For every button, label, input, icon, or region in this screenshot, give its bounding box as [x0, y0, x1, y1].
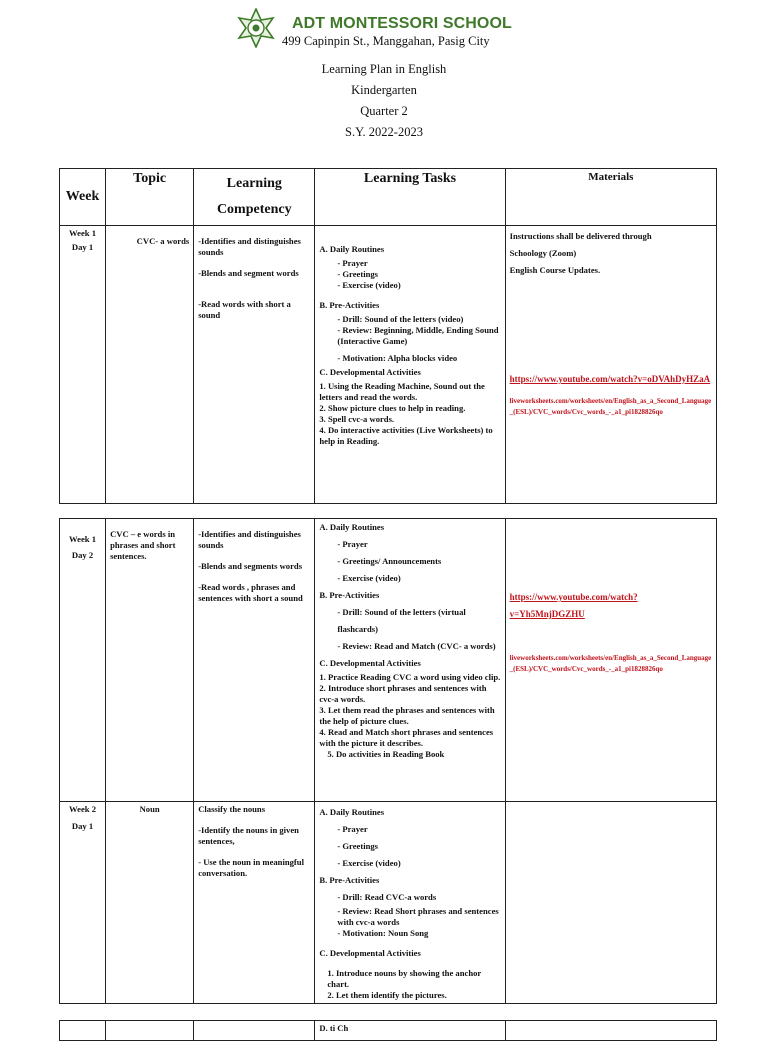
materials-cell [505, 226, 716, 504]
competency-item: -Read words , phrases and sentences with short a sound [198, 582, 303, 603]
task-section-title: C. Developmental Activities [319, 948, 421, 958]
day-label: Day 2 [71, 550, 94, 560]
task-item: 1. Practice Reading CVC a word using video clip. [319, 672, 501, 682]
task-section-title: B. Pre-Activities [319, 875, 380, 885]
task-item: - Motivation: Alpha blocks video [337, 353, 458, 363]
task-section-title: A. Daily Routines [319, 522, 385, 532]
task-section-title: C. Developmental Activities [319, 367, 421, 377]
materials-cell [505, 802, 716, 1004]
youtube-link[interactable]: https://www.youtube.com/watch?v=Yh5MnjDGZHU [509, 592, 638, 619]
quarter: Quarter 2 [360, 104, 408, 118]
worksheet-link[interactable]: liveworksheets.com/worksheets/en/English_as_a_Second_Language_(ESL)/CVC_words/Cvc_words_-_a1_pi1828826qo [509, 397, 712, 416]
task-item: 4. Do interactive activities (Live Worksheets) to help in Reading. [319, 425, 493, 446]
table-row [60, 226, 717, 504]
competency-item: - Use the noun in meaningful conversation. [198, 857, 304, 878]
task-item: - Drill: Sound of the letters (virtual flashcards) [337, 607, 466, 634]
topic-cell [106, 802, 194, 1004]
task-item: 1. Introduce nouns by showing the anchor chart. [327, 968, 482, 989]
learning-plan-table-1 [59, 168, 717, 504]
task-section-title: B. Pre-Activities [319, 300, 380, 310]
document-titles [0, 61, 768, 145]
task-section-title: D. ti Ch [319, 1023, 349, 1033]
task-item: - Exercise (video) [337, 858, 401, 868]
topic-text: CVC – e words in phrases and short sentences. [110, 529, 176, 561]
competency-item: -Blends and segment words [198, 268, 299, 278]
week-label: Week 1 [69, 534, 97, 544]
task-item: 3. Spell cvc-a words. [319, 414, 395, 424]
week-cell [60, 519, 106, 802]
task-item: - Prayer [337, 824, 368, 834]
grade-level: Kindergarten [351, 83, 417, 97]
table-row [60, 519, 717, 802]
task-section-title: A. Daily Routines [319, 244, 385, 254]
task-item: - Greetings/ Announcements [337, 556, 442, 566]
header-materials-label: Materials [588, 171, 634, 183]
task-item: - Review: Beginning, Middle, Ending Sound (Interactive Game) [337, 325, 499, 346]
task-section-title: C. Developmental Activities [319, 658, 421, 668]
topic-text: Noun [139, 804, 160, 814]
task-section-title: B. Pre-Activities [319, 590, 380, 600]
table-row [60, 802, 717, 1004]
task-item: - Prayer [337, 539, 368, 549]
competency-cell [194, 802, 315, 1004]
task-item: - Drill: Sound of the letters (video) [337, 314, 464, 324]
week-cell [60, 802, 106, 1004]
header-competency-line2: Competency [216, 202, 292, 217]
competency-item: -Identifies and distinguishes sounds [198, 529, 301, 550]
competency-item: -Identify the nouns in given sentences, [198, 825, 299, 846]
school-year: S.Y. 2022-2023 [345, 125, 423, 139]
school-address: 499 Capinpin St., Manggahan, Pasig City [282, 34, 490, 48]
tasks-cell [315, 519, 505, 802]
week-cell [60, 226, 106, 504]
youtube-link[interactable]: https://www.youtube.com/watch?v=oDVAhDyHZaA [509, 374, 711, 384]
school-header [0, 6, 768, 50]
task-item: 2. Introduce short phrases and sentences with cvc-a words. [319, 683, 487, 704]
header-topic [106, 169, 194, 226]
task-item: 4. Read and Match short phrases and sentences with the picture it describes. [319, 727, 494, 748]
header-tasks [315, 169, 505, 226]
task-item: - Review: Read Short phrases and sentences with cvc-a words [337, 906, 499, 927]
topic-cell [106, 226, 194, 504]
header-competency-line1: Learning [226, 176, 282, 191]
day-label: Day 1 [71, 821, 94, 831]
task-item: - Exercise (video) [337, 573, 401, 583]
day-label: Day 1 [71, 242, 94, 252]
task-item: - Drill: Read CVC-a words [337, 892, 437, 902]
task-item: 5. Do activities in Reading Book [327, 749, 445, 759]
worksheet-link[interactable]: liveworksheets.com/worksheets/en/English_as_a_Second_Language_(ESL)/CVC_words/Cvc_words_-_a1_pi1828826qo [509, 654, 712, 673]
learning-plan-table-2 [59, 518, 717, 1004]
competency-item: -Blends and segments words [198, 561, 303, 571]
topic-cell [106, 519, 194, 802]
header-week [60, 169, 106, 226]
task-item: 1. Using the Reading Machine, Sound out the letters and read the words. [319, 381, 485, 402]
task-item: 3. Let them read the phrases and sentences with the help of picture clues. [319, 705, 495, 726]
week-label: Week 1 [69, 228, 97, 238]
competency-cell [194, 226, 315, 504]
school-seal-icon [234, 8, 278, 48]
task-item: - Motivation: Noun Song [337, 928, 429, 938]
task-item: 2. Let them identify the pictures. [327, 990, 447, 1000]
learning-plan-table-3 [59, 1020, 717, 1041]
competency-item: Classify the nouns [198, 804, 266, 814]
materials-cell [505, 519, 716, 802]
plan-title: Learning Plan in English [321, 62, 447, 76]
competency-item: -Identifies and distinguishes sounds [198, 236, 301, 257]
task-item: - Review: Read and Match (CVC- a words) [337, 641, 496, 651]
header-topic-label: Topic [133, 171, 167, 186]
competency-item: -Read words with short a sound [198, 299, 291, 320]
materials-note: English Course Updates. [509, 265, 601, 275]
tasks-cell [315, 226, 505, 504]
header-week-label: Week [65, 189, 100, 204]
competency-cell [194, 519, 315, 802]
tasks-cell [315, 802, 505, 1004]
materials-note: Instructions shall be delivered through [509, 231, 652, 241]
task-item: 2. Show picture clues to help in reading. [319, 403, 466, 413]
task-item: - Prayer [337, 258, 368, 268]
table-header-row [60, 169, 717, 226]
task-item: - Greetings [337, 841, 379, 851]
week-label: Week 2 [69, 804, 97, 814]
topic-text: CVC- a words [136, 236, 190, 246]
header-materials [505, 169, 716, 226]
materials-note: Schoology (Zoom) [509, 248, 577, 258]
school-name: ADT MONTESSORI SCHOOL [292, 15, 512, 32]
task-section-title: A. Daily Routines [319, 807, 385, 817]
task-item: - Exercise (video) [337, 280, 401, 290]
header-tasks-label: Learning Tasks [363, 171, 457, 186]
task-item: - Greetings [337, 269, 379, 279]
header-competency [194, 169, 315, 226]
